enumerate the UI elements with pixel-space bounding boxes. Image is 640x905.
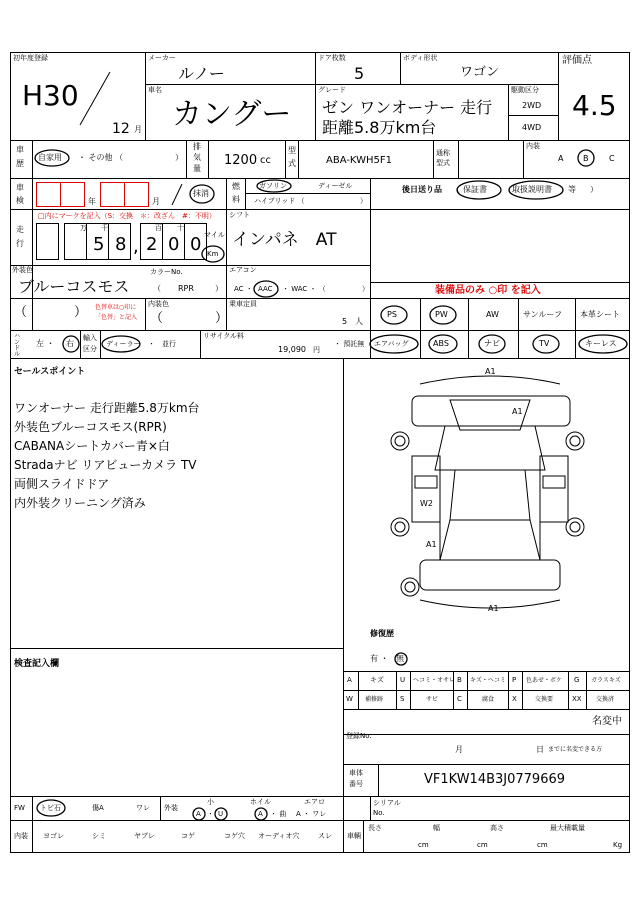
sales-line: CABANAシートカバー青×白 (14, 439, 170, 453)
capacity-label: 乗車定員 (229, 300, 257, 308)
diagram-mark: A1 (488, 604, 499, 613)
drive-4wd: 4WD (522, 123, 542, 132)
aero-label: エアロ (304, 798, 325, 806)
repair-title: 修復歴 (370, 629, 394, 638)
interior-b: B (583, 154, 589, 163)
legend-cell: A (347, 676, 352, 684)
score-label: 評価点 (562, 55, 592, 66)
docs-open: （ (452, 185, 460, 194)
ac-options: AC ・ (234, 285, 253, 293)
handle-label: ハンドル (14, 333, 21, 358)
inspection-label-2: 検 (16, 196, 24, 205)
name-change-pending: 名変中 (592, 716, 622, 727)
docs-label: 後日送り品 (402, 185, 442, 194)
exterior-color: ブルーコスモス (18, 277, 130, 296)
maker: ルノー (178, 64, 225, 83)
int-item: ヨゴレ (43, 832, 64, 840)
sales-line: Stradaナビ リアビューカメラ TV (14, 458, 197, 472)
recycle-fee: 19,090 (278, 345, 306, 354)
digit-juu: 十 (177, 224, 184, 232)
km-label: Km (207, 250, 219, 258)
legend-cell: G (574, 676, 580, 684)
small-a: A (196, 810, 201, 818)
equipment-keyless: キーレス (585, 339, 617, 348)
ac-label: エアコン (229, 266, 257, 274)
equipment-abs: ABS (433, 339, 449, 348)
inspection-notes-title: 検査記入欄 (14, 659, 60, 669)
disp-label-3: 量 (193, 164, 201, 173)
type-label-2: 式 (288, 159, 296, 168)
docs-close: ） (590, 185, 598, 194)
model-code: ABA-KWH5F1 (326, 155, 393, 166)
mileage-label-1: 走 (16, 225, 24, 234)
fw-crack: 傷A (92, 804, 104, 812)
handle-left: 左 ・ (36, 339, 55, 348)
drive-label: 駆動区分 (511, 86, 539, 94)
other-use-close: ） (175, 153, 183, 162)
disp-label-1: 排 (193, 142, 201, 151)
int-label: 内装 (14, 832, 28, 840)
private-use: 自家用 (38, 153, 62, 162)
repair-yes: 有 ・ (370, 654, 389, 663)
fw-tobi: トビ石 (40, 804, 61, 812)
equipment-aw: AW (486, 310, 499, 319)
int-item: ヤブレ (134, 832, 155, 840)
legend-cell: XX (572, 695, 582, 703)
chassis-number: VF1KW14B3J0779669 (424, 772, 566, 787)
digit-hyaku: 百 (155, 224, 162, 232)
grade-label: グレード (318, 86, 346, 94)
drive-2wd: 2WD (522, 101, 542, 110)
legend-cell: W (346, 695, 353, 703)
reg-no-label: 登録No. (346, 732, 372, 740)
type-label-1: 型 (288, 146, 296, 155)
digit-sen: 千 (101, 224, 108, 232)
ac-aac: AAC (258, 285, 273, 293)
digit-man: 万 (80, 224, 87, 232)
import-parallel: ・ 並行 (148, 340, 176, 348)
car-label: 車輌 (347, 832, 361, 840)
first-reg-label: 初年度登録 (13, 54, 48, 62)
int-item: オーディオ穴 (258, 832, 300, 840)
width-unit: cm (477, 841, 488, 849)
name-label: 車名 (148, 86, 162, 94)
wheel-a: A (258, 810, 263, 818)
history-label-2: 歴 (16, 159, 24, 168)
color-no-open: （ (153, 284, 161, 293)
interior-paren-close: ） (74, 305, 88, 320)
legend-cell: ガラスキズ (591, 677, 621, 684)
import-label-2: 区分 (83, 345, 97, 353)
fuel-hybrid: ハイブリッド （ (254, 197, 305, 205)
legend-cell: 補修跡 (365, 696, 384, 703)
displacement-unit: cc (260, 155, 271, 166)
chassis-label-1: 車体 (349, 769, 363, 777)
small-u: U (218, 810, 224, 818)
shift-label: シフト (229, 211, 250, 219)
diagram-mark: A1 (485, 367, 496, 376)
color-label: 外装色 (12, 266, 33, 274)
small-label: 小 (207, 798, 214, 806)
import-dealer: ディーラー (106, 340, 141, 348)
equipment-navi: ナビ (484, 339, 500, 348)
fuel-label-2: 料 (232, 195, 240, 204)
fw-label: FW (14, 804, 25, 812)
mileage-sep-1: , (133, 236, 139, 257)
reg-month: 月 (455, 745, 463, 754)
grade-line1: ゼン ワンオーナー 走行 (322, 98, 493, 117)
sales-line: 内外装クリーニング済み (14, 496, 146, 510)
interior-label: 内装 (526, 142, 540, 150)
capacity: 5 (342, 317, 348, 326)
equipment-pw: PW (435, 310, 448, 319)
exterior-label: 外装 (164, 804, 178, 812)
fuel-hybrid-close: ） (360, 197, 367, 205)
sales-line: 両側スライドドア (14, 477, 110, 491)
body-label: ボディ形状 (403, 54, 438, 62)
mileage-label-2: 行 (16, 239, 24, 248)
maker-label: メーカー (148, 54, 176, 62)
sales-title: セールスポイント (14, 367, 86, 377)
legend-cell: S (400, 695, 405, 703)
int-item: コゲ穴 (224, 832, 245, 840)
serial-label-1: シリアル (373, 799, 401, 807)
length-label: 長さ (368, 824, 382, 832)
fuel-diesel: ディーゼル (318, 182, 353, 190)
aero-options: A ・ ワレ (296, 810, 327, 818)
mile-label: マイル (204, 231, 225, 239)
displacement: 1200 (224, 153, 258, 168)
legend-cell: 色あせ・ボケ (526, 677, 563, 684)
interior-a: A (558, 154, 564, 163)
small-sep: ・ (207, 810, 214, 818)
wheel-rest: ・ 曲 (270, 810, 287, 818)
color-change-note-1: 色替車は○印に (95, 304, 137, 311)
disp-label-2: 気 (193, 153, 201, 162)
height-label: 高さ (490, 824, 504, 832)
interior-c: C (609, 154, 615, 163)
weight-unit: Kg (613, 841, 623, 849)
color-no: RPR (178, 284, 194, 293)
other-use: ・ その他 （ (78, 153, 124, 162)
legend-cell: B (457, 676, 462, 684)
doc-manual: 取扱説明書 (512, 185, 552, 194)
first-reg-year: H30 (22, 79, 79, 112)
body: ワゴン (460, 65, 500, 80)
vehicle-diagram (391, 376, 584, 608)
recycle-label: リサイクル料 (203, 332, 245, 340)
length-unit: cm (418, 841, 429, 849)
history-label-1: 車 (16, 145, 24, 154)
repair-no: 無 (396, 654, 404, 663)
reg-day: 日 (536, 745, 544, 754)
legend-cell: 腐食 (482, 696, 495, 703)
chassis-label-2: 番号 (349, 780, 363, 788)
diagram-mark: A1 (426, 540, 437, 549)
sales-line: 外装色ブルーコスモス(RPR) (14, 420, 167, 434)
int-item: コゲ (181, 832, 195, 840)
legend-cell: 交換要 (535, 696, 554, 703)
legend-cell: キズ・ヘコミ (470, 677, 506, 684)
legend-cell: C (457, 695, 462, 703)
width-label: 幅 (433, 824, 440, 832)
capacity-unit: 人 (355, 317, 363, 326)
diagram-mark: A1 (512, 407, 523, 416)
ac-rest: ・ WAC ・ （ (282, 285, 326, 293)
mileage-digit-4: 0 (168, 234, 180, 255)
interior-paren-open: （ (14, 305, 28, 320)
inspection-label-1: 車 (16, 183, 24, 192)
int-item: スレ (318, 832, 332, 840)
mileage-digit-5: 0 (190, 234, 202, 255)
legend-cell: X (512, 695, 517, 703)
equipment-tv: TV (539, 339, 550, 348)
legend-cell: P (512, 676, 517, 684)
mileage-digit-3: 2 (146, 234, 158, 255)
fw-ware: ワレ (136, 804, 150, 812)
interior-paren-close-2: ） (215, 311, 229, 326)
deposit-none: ・ 預託無 (334, 340, 365, 348)
equipment-airbag: エアバッグ (374, 340, 409, 348)
height-unit: cm (537, 841, 548, 849)
doors-label: ドア枚数 (318, 54, 346, 62)
legend-cell: キズ (370, 676, 384, 684)
cert-label-2: 型式 (436, 159, 450, 167)
fuel-label-1: 燃 (232, 182, 240, 191)
serial-label-2: No. (373, 809, 385, 817)
inspection-year-unit: 年 (88, 197, 96, 206)
import-label-1: 輸入 (83, 334, 97, 342)
diagram-mark: W2 (420, 499, 433, 508)
color-no-close: ） (215, 284, 223, 293)
legend-cell: サビ (426, 696, 439, 703)
equipment-ps: PS (387, 310, 397, 319)
equipment-sunroof: サンルーフ (523, 310, 562, 319)
color-change-note-2: 「色替」と記入 (95, 314, 138, 321)
inspection-month-unit: 月 (152, 197, 160, 206)
sales-line: ワンオーナー 走行距離5.8万km台 (14, 401, 200, 415)
cert-label-1: 通称 (436, 149, 450, 157)
legend-cell: 交換済 (596, 696, 615, 703)
interior-color-label: 内装色 (148, 300, 169, 308)
interior-paren-open-2: （ (150, 311, 164, 326)
equipment-leather: 本革シート (580, 310, 620, 319)
weight-label: 最大積載量 (550, 824, 585, 832)
grade-line2: 距離5.8万km台 (322, 118, 437, 137)
equipment-title: 装備品のみ ○印 を記入 (435, 285, 541, 296)
first-reg-month-unit: 月 (134, 125, 142, 134)
mileage-digit-2: 8 (115, 234, 127, 255)
doc-warranty: 保証書 (463, 185, 487, 194)
doors: 5 (354, 64, 365, 83)
mileage-note: □内にマークを記入（S：交換 ＊：改ざん #：不明） (38, 212, 216, 220)
name: カングー (172, 97, 292, 132)
handle-right: 右 (66, 339, 74, 348)
score: 4.5 (572, 89, 617, 122)
reg-deadline-note: までに名変できる方 (548, 746, 603, 753)
fuel-gasoline: ガソリン (259, 182, 287, 190)
docs-etc: 等 (568, 185, 576, 194)
shift: インパネ AT (232, 230, 337, 250)
color-no-label: カラーNo. (150, 268, 183, 276)
ac-close: ） (362, 285, 369, 293)
legend-cell: U (400, 676, 406, 684)
mileage-digit-1: 5 (93, 234, 105, 255)
int-item: シミ (92, 832, 106, 840)
recycle-unit: 円 (313, 346, 320, 354)
wheel-label: ホイル (250, 798, 271, 806)
first-reg-month: 12 (112, 121, 130, 137)
cancelled: 抹消 (193, 189, 209, 198)
legend-cell: ヘコミ・オサレ (413, 677, 455, 684)
